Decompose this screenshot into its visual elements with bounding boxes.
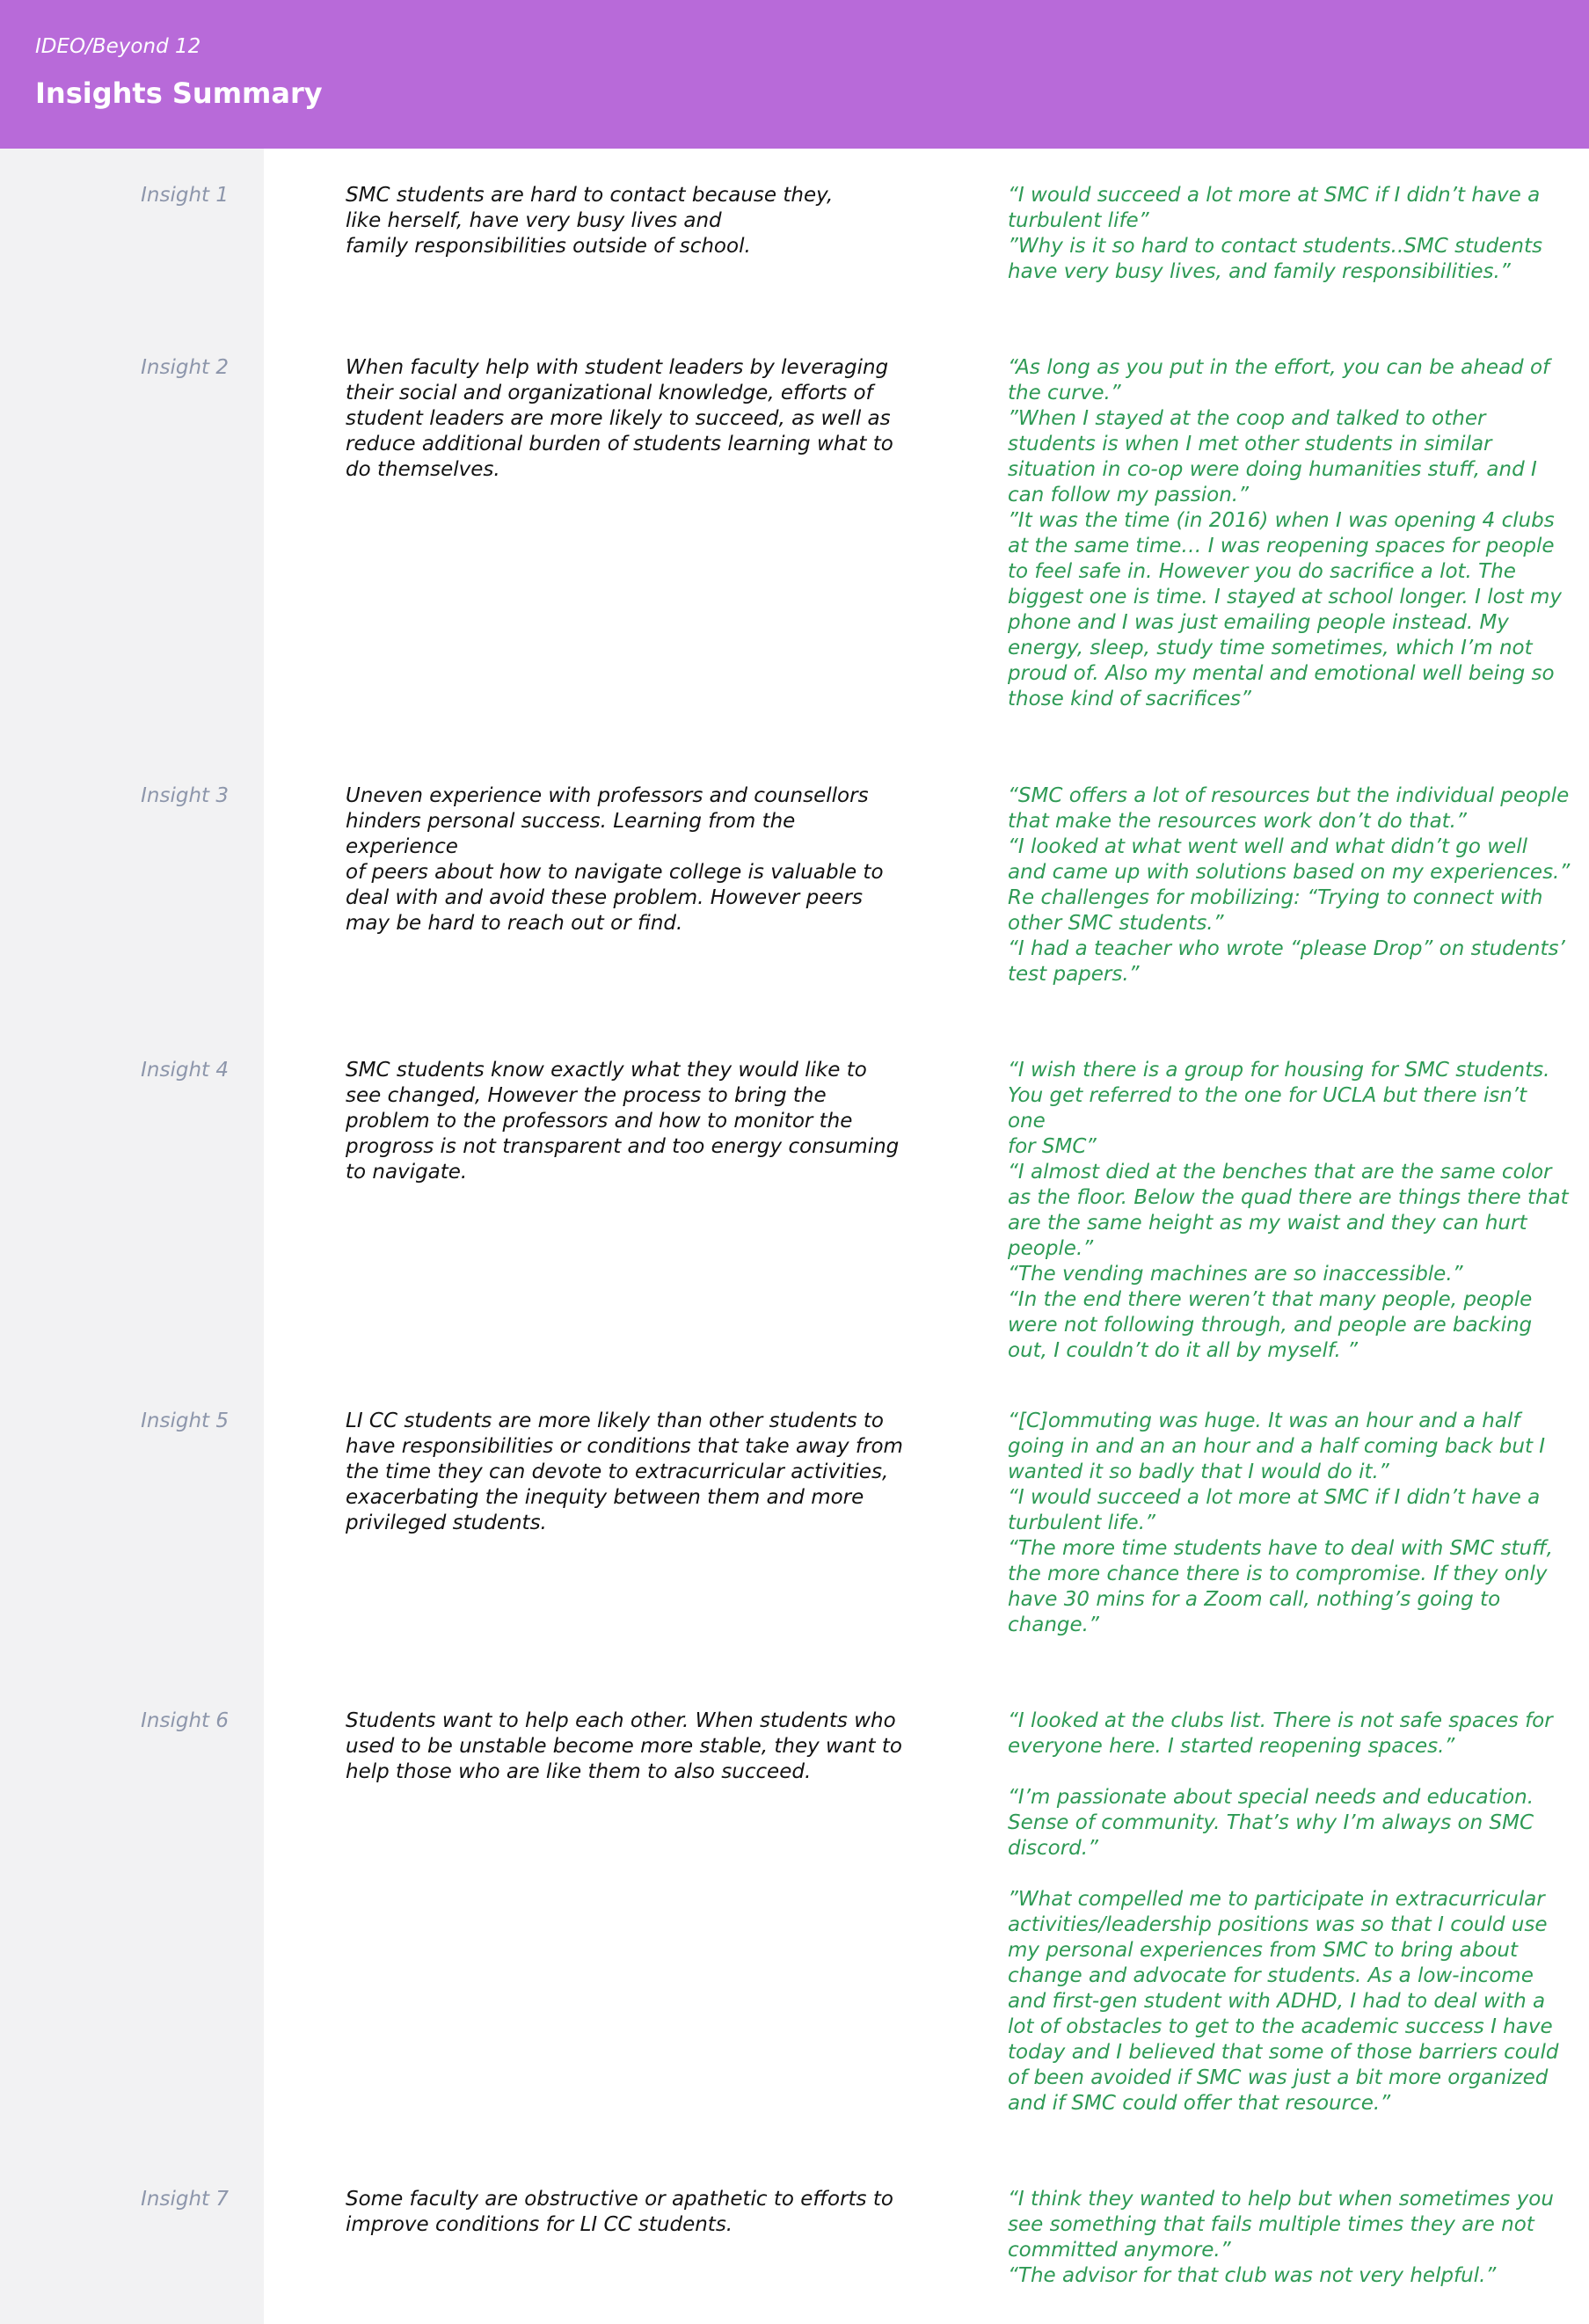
page-header (0, 0, 1589, 149)
quote: “I had a teacher who wrote “please Drop” on students’ test papers.” (1008, 937, 1565, 986)
page-title: Insights Summary (35, 76, 323, 110)
insight-label: Insight 5 (141, 1410, 229, 1432)
insight-description: Uneven experience with professors and counsellors hinders personal success. Learning from the experience of peers about how to navigate college is valuable to deal with and avoid these problem. However peers may be hard to reach out or find. (346, 784, 884, 935)
insight-label: Insight 6 (141, 1709, 229, 1732)
insight-description: Students want to help each other. When students who used to be unstable become more stable, they want to help those who are like them to also succeed. (346, 1709, 902, 1783)
insight-label-column (0, 149, 264, 2324)
insight-description: When faculty help with student leaders by leveraging their social and organizational knowledge, efforts of student leaders are more likely to succeed, as well as reduce additional burden of students learning what to do themselves. (346, 356, 893, 481)
quote: “I looked at what went well and what didn’t go well and came up with solutions based on my experiences.” (1008, 835, 1571, 884)
quote: “In the end there weren’t that many people, people were not following through, and people are backing out, I couldn’t do it all by myself. ” (1008, 1288, 1533, 1362)
quote: “I would succeed a lot more at SMC if I didn’t have a turbulent life” (1008, 184, 1541, 232)
quote: ”Why is it so hard to contact students..SMC students have very busy lives, and family responsibilities.” (1008, 235, 1542, 283)
insight-label: Insight 2 (141, 356, 229, 379)
insight-label: Insight 3 (141, 784, 229, 807)
quote: “I would succeed a lot more at SMC if I didn’t have a turbulent life.” (1008, 1486, 1541, 1534)
insight-quotes (1008, 183, 1571, 285)
insight-label: Insight 1 (141, 184, 229, 207)
quote: “I looked at the clubs list. There is not safe spaces for everyone here. I started reopening spaces.” (1008, 1709, 1553, 1758)
insight-description: LI CC students are more likely than other students to have responsibilities or conditions that take away from the time they can devote to extracurricular activities, exacerbating the inequity between them and more privileged students. (346, 1410, 903, 1534)
insight-label: Insight 7 (141, 2188, 229, 2211)
quote: “[C]ommuting was huge. It was an hour and a half going in and an an hour and a half coming back but I wanted it so badly that I would do it.” (1008, 1410, 1546, 1483)
quote: “I wish there is a group for housing for SMC students. You get referred to the one for UCLA but there isn’t one for SMC” (1008, 1059, 1550, 1158)
insight-quotes (1008, 355, 1571, 712)
brand-label: IDEO/Beyond 12 (35, 35, 201, 58)
quote: “The vending machines are so inaccessible.” (1008, 1263, 1463, 1286)
quote: “The advisor for that club was not very helpful.” (1008, 2264, 1497, 2287)
quote: “I think they wanted to help but when sometimes you see something that fails multiple times they are not committed anymore.” (1008, 2188, 1554, 2262)
insight-description: SMC students are hard to contact because they, like herself, have very busy lives and family responsibilities outside of school. (346, 184, 834, 258)
insight-description: SMC students know exactly what they would like to see changed, However the process to bring the problem to the professors and how to monitor the progross is not transparent and too energy consuming to navigate. (346, 1059, 900, 1184)
insight-quotes (1008, 1409, 1571, 1638)
insight-quotes (1008, 783, 1571, 987)
insight-label: Insight 4 (141, 1059, 229, 1082)
quote: “I almost died at the benches that are the same color as the floor. Below the quad there are things there that are the same height as my waist and they can hurt people.” (1008, 1161, 1569, 1260)
insight-quotes (1008, 1058, 1571, 1364)
insight-description: Some faculty are obstructive or apathetic to efforts to improve conditions for LI CC students. (346, 2188, 893, 2236)
quote: ”It was the time (in 2016) when I was opening 4 clubs at the same time… I was reopening spaces for people to feel safe in. However you do sacrifice a lot. The biggest one is time. I stayed at school longer. I lost my phone and I was just emailing people instead. My energy, sleep, study time sometimes, which I’m not proud of. Also my mental and emotional well being so those kind of sacrifices” (1008, 509, 1563, 710)
quote: ”When I stayed at the coop and talked to other students is when I met other students in similar situation in co-op were doing humanities stuff, and I can follow my passion.” (1008, 407, 1537, 506)
insight-quotes (1008, 1708, 1571, 2116)
quote: “As long as you put in the effort, you can be ahead of the curve.” (1008, 356, 1550, 404)
insight-quotes (1008, 2187, 1571, 2289)
quote: ”What compelled me to participate in extracurricular activities/leadership positions was so that I could use my personal experiences from SMC to bring about change and advocate for students. As a low-income and first-gen student with ADHD, I had to deal with a lot of obstacles to get to the academic success I have today and I believed that some of those barriers could of been avoided if SMC was just a bit more organized and if SMC could offer that resource.” (1008, 1888, 1559, 2115)
quote: “SMC offers a lot of resources but the individual people that make the resources work don’t do that.” (1008, 784, 1570, 833)
quote: “I’m passionate about special needs and education. Sense of community. That’s why I’m always on SMC discord.” (1008, 1786, 1534, 1860)
quote: “The more time students have to deal with SMC stuff, the more chance there is to compromise. If they only have 30 mins for a Zoom call, nothing’s going to change.” (1008, 1537, 1553, 1636)
quote: Re challenges for mobilizing: “Trying to connect with other SMC students.” (1008, 886, 1543, 935)
